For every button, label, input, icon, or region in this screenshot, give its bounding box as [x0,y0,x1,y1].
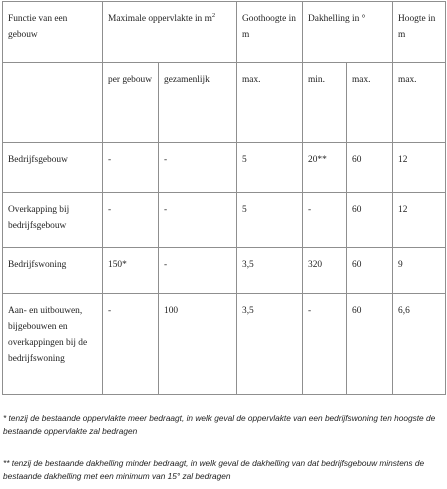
cell-height-max: 9 [393,248,446,294]
cell-eave-max: 5 [237,193,303,248]
cell-slope-min: 320 [303,248,347,294]
cell-combined: 100 [159,294,237,395]
subheader-per-building: per gebouw [103,63,159,143]
subheader-combined: gezamenlijk [159,63,237,143]
cell-eave-max: 5 [237,143,303,193]
header-function: Functie van een gebouw [3,2,103,63]
cell-function: Overkapping bij bedrijfsgebouw [3,193,103,248]
subheader-height-max: max. [393,63,446,143]
cell-per-building: - [103,193,159,248]
footnote-area: * tenzij de bestaande oppervlakte meer bedraagt, in welk geval de oppervlakte van een bedrijfswoning ten hoogste de bestaande oppervlakte zal bedragen [3,413,436,436]
cell-per-building: - [103,294,159,395]
cell-slope-min: - [303,193,347,248]
subheader-slope-max: max. [347,63,393,143]
subheader-empty [3,63,103,143]
cell-function: Aan- en uitbouwen, bijgebouwen en overkappingen bij de bedrijfswoning [3,294,103,395]
table-row [3,193,446,248]
cell-slope-max: 60 [347,193,393,248]
regulations-table [2,1,446,395]
cell-height-max: 12 [393,193,446,248]
cell-slope-min: 20** [303,143,347,193]
header-height: Hoogte in m [393,2,446,63]
cell-combined: - [159,143,237,193]
table-row [3,294,446,395]
cell-eave-max: 3,5 [237,248,303,294]
cell-slope-max: 60 [347,248,393,294]
header-max-area: Maximale oppervlakte in $m^2$ [103,2,237,63]
cell-function: Bedrijfsgebouw [3,143,103,193]
cell-combined: - [159,193,237,248]
table-row [3,248,446,294]
header-eave-height: Goothoogte in m [237,2,303,63]
cell-eave-max: 3,5 [237,294,303,395]
cell-slope-max: 60 [347,294,393,395]
header-row [3,2,446,63]
header-max-area-sup: 2 [211,12,216,19]
cell-combined: - [159,248,237,294]
subheader-slope-min: min. [303,63,347,143]
cell-height-max: 6,6 [393,294,446,395]
cell-slope-max: 60 [347,143,393,193]
cell-per-building: 150* [103,248,159,294]
cell-per-building: - [103,143,159,193]
cell-function: Bedrijfswoning [3,248,103,294]
header-slope: Dakhelling in ° [303,2,393,63]
footnote-slope: ** tenzij de bestaande dakhelling minder bedraagt, in welk geval de dakhelling van dat bedrijfsgebouw minstens de bestaande dakhelling met een minimum van 15° zal bedragen [3,458,425,481]
subheader-row [3,63,446,143]
subheader-eave-max: max. [237,63,303,143]
cell-height-max: 12 [393,143,446,193]
table-row [3,143,446,193]
cell-slope-min: - [303,294,347,395]
